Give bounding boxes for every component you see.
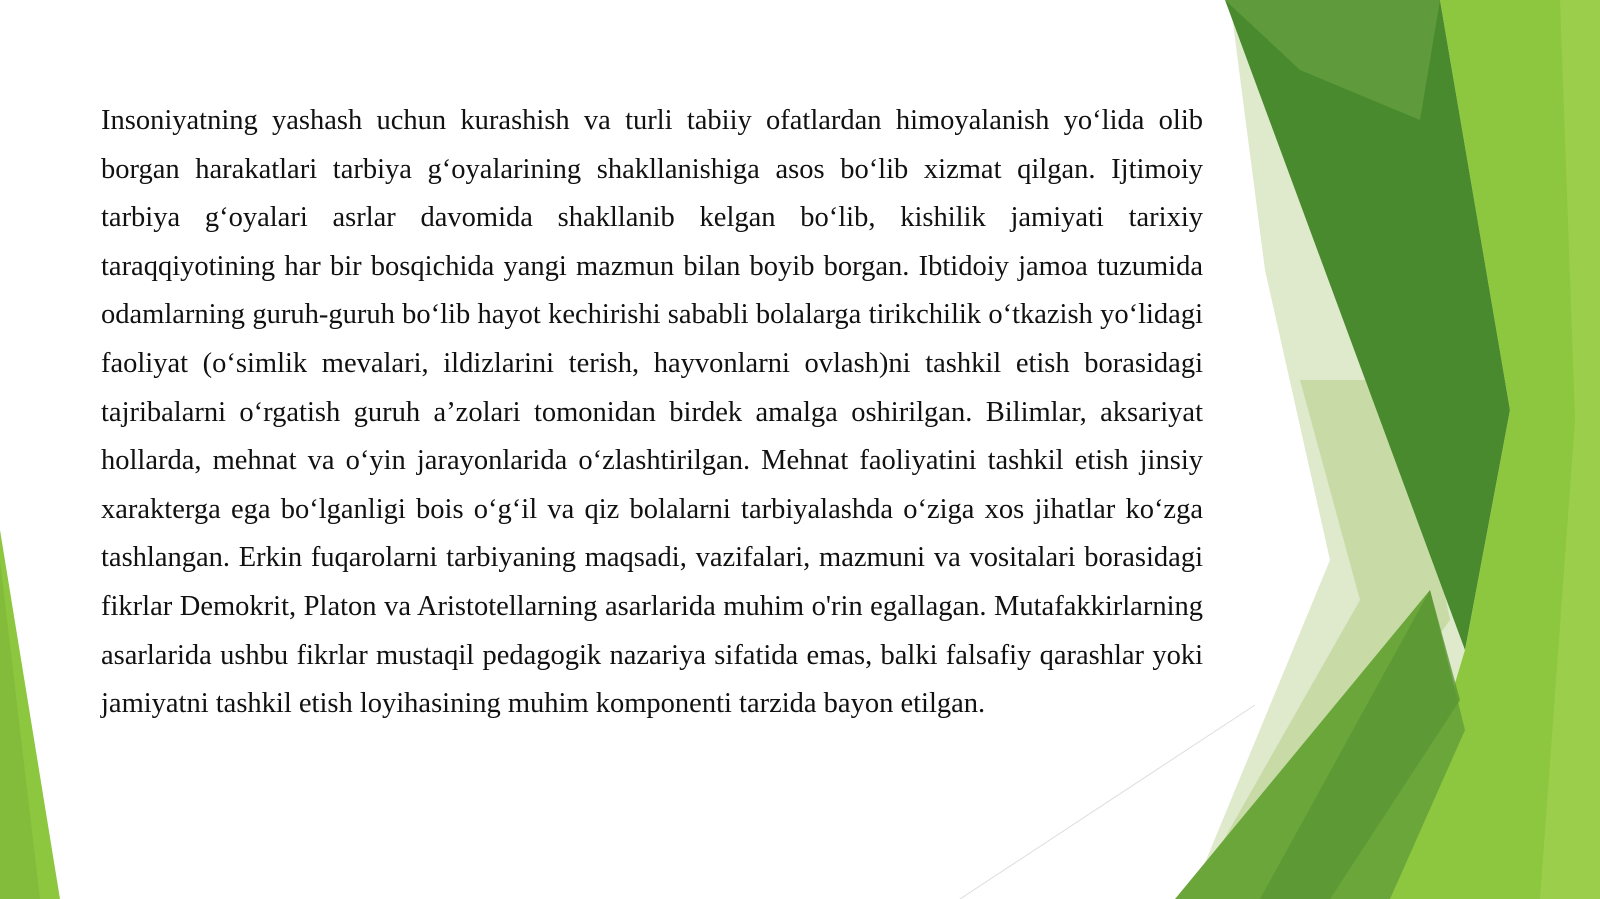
- body-paragraph: Insoniyatning yashash uchun kurashish va turli tabiiy ofatlardan himoyalanish yoʻlida olib borgan harakatlari tarbiya gʻoyalarining shakllanishiga asos boʻlib xizmat qilgan. Ijtimoiy tarbiya gʻoyalari asrlar davomida shakllanib kelgan boʻlib, kishilik jamiyati tarixiy taraqqiyotining har bir bosqichida yangi mazmun bilan boyib borgan. Ibtidoiy jamoa tuzumida odamlarning guruh-guruh boʻlib hayot kechirishi sababli bolalarga tirikchilik oʻtkazish yoʻlidagi faoliyat (oʻsimlik mevalari, ildizlarini terish, hayvonlarni ovlash)ni tashkil etish borasidagi tajribalarni oʻrgatish guruh a’zolari tomonidan birdek amalga oshirilgan. Bilimlar, aksariyat hollarda, mehnat va oʻyin jarayonlarida oʻzlashtirilgan. Mehnat faoliyatini tashkil etish jinsiy xarakterga ega boʻlganligi bois oʻgʻil va qiz bolalarni tarbiyalashda oʻziga xos jihatlar koʻzga tashlangan. Erkin fuqarolarni tarbiyaning maqsadi, vazifalari, mazmuni va vositalari borasidagi fikrlar Demokrit, Platon va Aristotellarning asarlarida muhim o'rin egallagan. Mutafakkirlarning asarlarida ushbu fikrlar mustaqil pedagogik nazariya sifatida emas, balki falsafiy qarashlar yoki jamiyatni tashkil etish loyihasining muhim komponenti tarzida bayon etilgan.: [101, 105, 1203, 720]
